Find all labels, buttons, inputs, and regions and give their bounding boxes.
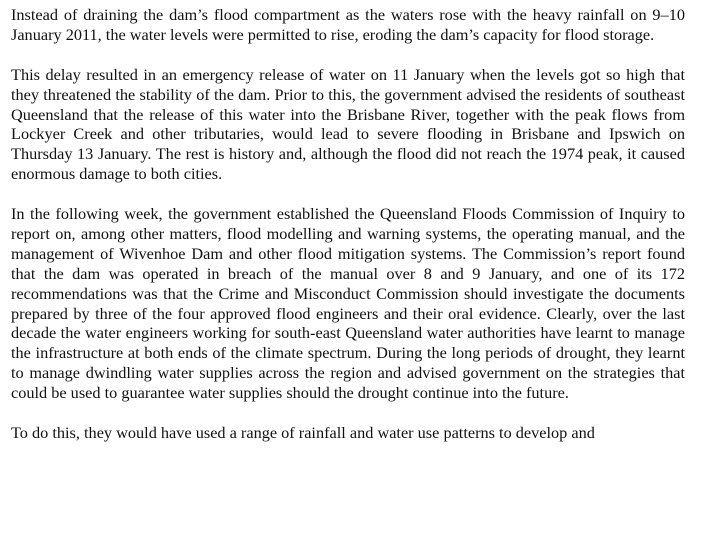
paragraph-rainfall-patterns: To do this, they would have used a range of rainfall and water use patterns to develop and <box>11 422 595 442</box>
document-body <box>11 5 685 443</box>
paragraph-emergency-release: This delay resulted in an emergency release of water on 11 January when the levels got so high that they threatened the stability of the dam. Prior to this, the government advised the residents of southeast Queensland that the release of this water into the Brisbane River, together with the peak flows from Lockyer Creek and other tributaries, would lead to severe flooding in Brisbane and Ipswich on Thursday 13 January. The rest is history and, although the flood did not reach the 1974 peak, it caused enormous damage to both cities. <box>11 64 685 184</box>
paragraph-flood-storage: Instead of draining the dam’s flood compartment as the waters rose with the heavy rainfall on 9–10 January 2011, the water levels were permitted to rise, eroding the dam’s capacity for flood storage. <box>11 5 685 44</box>
paragraph-commission-of-inquiry: In the following week, the government established the Queensland Floods Commission of Inquiry to report on, among other matters, flood modelling and warning systems, the operating manual, and the management of Wivenhoe Dam and other flood mitigation systems. The Commission’s report found that the dam was operated in breach of the manual over 8 and 9 January, and one of its 172 recommendations was that the Crime and Misconduct Commission should investigate the documents prepared by three of the four approved flood engineers and their oral evidence. Clearly, over the last decade the water engineers working for south-east Queensland water authorities have learnt to manage the infrastructure at both ends of the climate spectrum. During the long periods of drought, they learnt to manage dwindling water supplies across the region and advised government on the strategies that could be used to guarantee water supplies should the drought continue into the future. <box>11 204 685 403</box>
